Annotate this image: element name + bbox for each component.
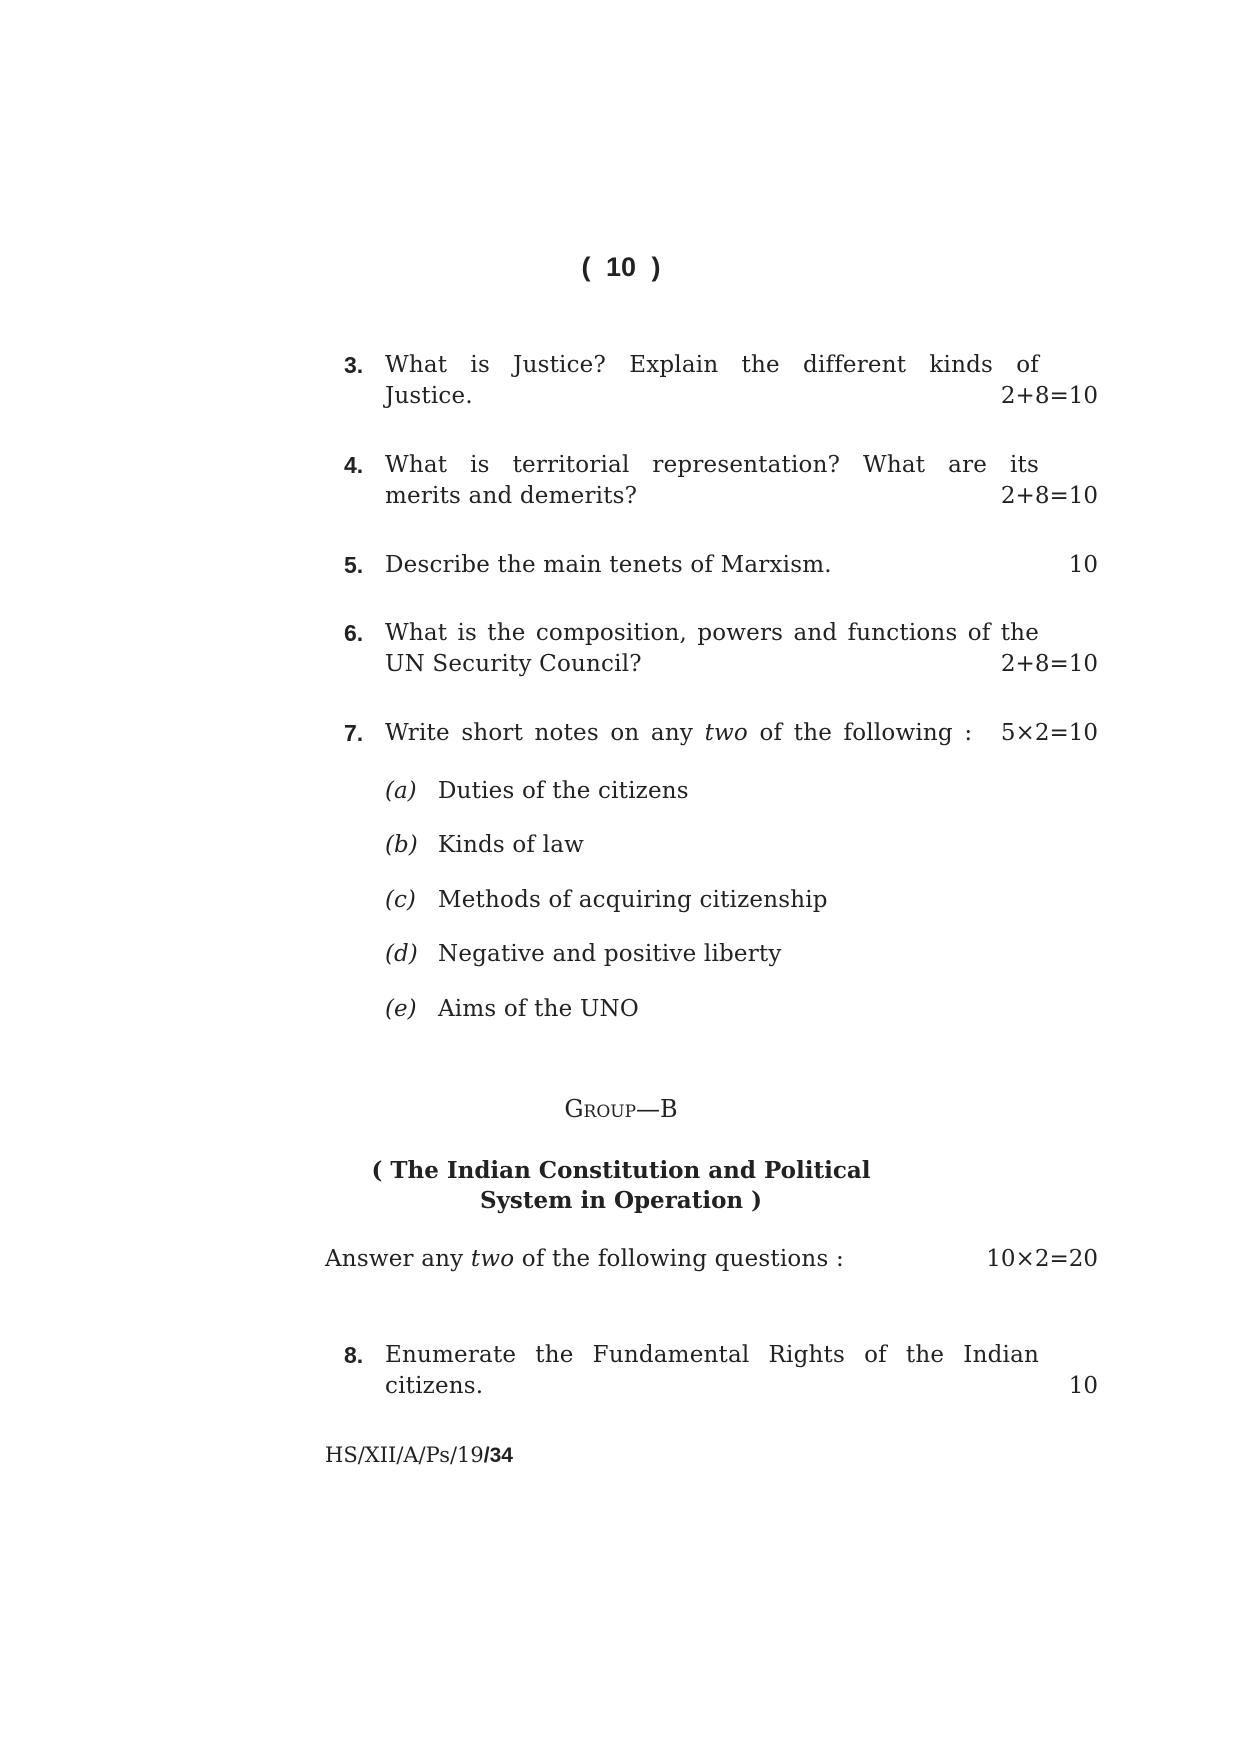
page-number: ( 10 ) <box>581 252 661 282</box>
option-label: (d) <box>385 941 418 967</box>
question-number: 6. <box>344 620 364 646</box>
option-text: Aims of the UNO <box>438 996 639 1022</box>
group-title: Group—B <box>564 1095 678 1123</box>
marks: 10 <box>1068 552 1098 578</box>
marks: 2+8=10 <box>1000 651 1098 677</box>
marks: 2+8=10 <box>1000 483 1098 509</box>
question-text: Write short notes on any two of the following : <box>385 720 973 746</box>
option-label: (a) <box>385 778 417 804</box>
marks: 10 <box>1068 1373 1098 1399</box>
question-number: 4. <box>344 452 364 478</box>
option-text: Duties of the citizens <box>438 778 689 804</box>
question-number: 3. <box>344 352 364 378</box>
paper-code: HS/XII/A/Ps/19/34 <box>325 1443 513 1467</box>
question-text: What is territorial representation? What are its <box>385 452 1039 478</box>
marks: 2+8=10 <box>1000 383 1098 409</box>
question-text: Describe the main tenets of Marxism. <box>385 552 832 578</box>
option-text: Kinds of law <box>438 832 585 858</box>
instruction: Answer any two of the following questions : <box>325 1246 844 1272</box>
option-label: (b) <box>385 832 418 858</box>
question-number: 8. <box>344 1342 364 1368</box>
section-heading-line2: System in Operation ) <box>479 1187 763 1214</box>
question-text: What is Justice? Explain the different kinds of <box>385 352 1039 378</box>
question-text-cont: Justice. <box>385 383 473 409</box>
marks: 5×2=10 <box>1000 720 1098 746</box>
option-text: Negative and positive liberty <box>438 941 782 967</box>
option-text: Methods of acquiring citizenship <box>438 887 828 913</box>
instruction-marks: 10×2=20 <box>986 1246 1098 1272</box>
option-label: (e) <box>385 996 417 1022</box>
section-heading <box>0 1156 1242 1216</box>
section-heading-line1: ( The Indian Constitution and Political <box>371 1157 871 1184</box>
question-text-cont: UN Security Council? <box>385 651 642 677</box>
question-text-cont: citizens. <box>385 1373 484 1399</box>
question-number: 7. <box>344 720 364 746</box>
question-number: 5. <box>344 552 364 578</box>
question-text: What is the composition, powers and functions of the <box>385 620 1039 646</box>
question-text-cont: merits and demerits? <box>385 483 638 509</box>
option-label: (c) <box>385 887 416 913</box>
question-text: Enumerate the Fundamental Rights of the Indian <box>385 1342 1039 1368</box>
